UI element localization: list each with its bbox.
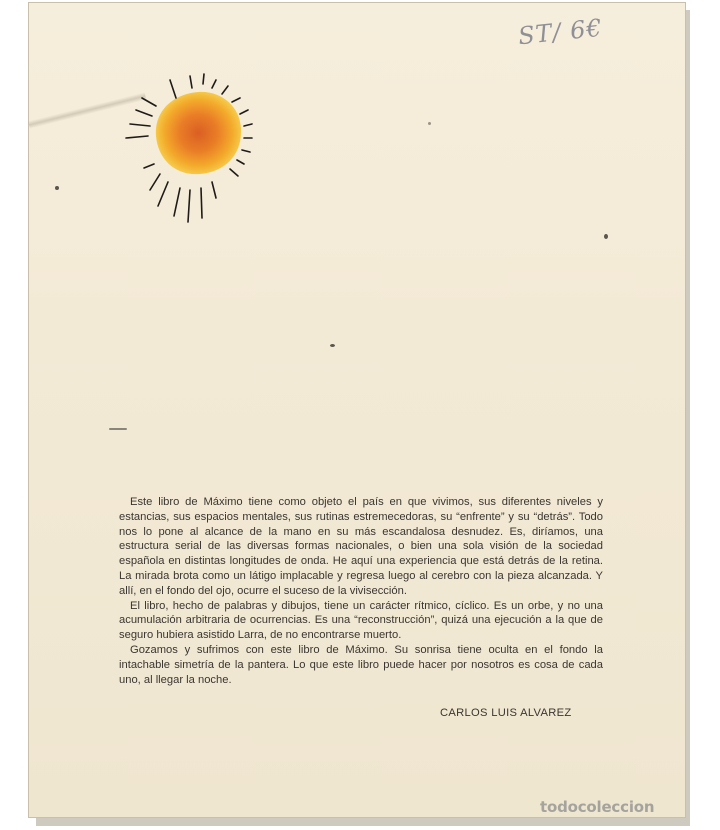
site-watermark: todocoleccion xyxy=(540,798,655,816)
sun-disc xyxy=(156,92,241,174)
blurb-paragraph: Este libro de Máximo tiene como objeto el país en que vivimos, sus diferentes niveles y estancias, sus espacios mentales, sus rutinas estremecedoras, su “enfrente” y su “detrás”. Todo nos lo pone al alcance de la mano en su más escandalosa desnudez. Es, diríamos, una estructura serial de las diversas formas nacionales, o bien una sola visión de la sociedad española en distintas longitudes de onda. He aquí una experiencia que está detrás de la retina. La mirada brota como un látigo implacable y regresa luego al cerebro con la pieza alcanzada. Y allí, en el fondo del ojo, ocurre el suceso de la vivisección. xyxy=(119,496,603,597)
ink-speck xyxy=(604,234,608,239)
ink-speck xyxy=(330,344,335,347)
blurb-author: CARLOS LUIS ALVAREZ xyxy=(440,707,572,719)
ink-speck xyxy=(55,186,59,190)
back-cover-blurb xyxy=(119,495,603,687)
blurb-paragraph: Gozamos y sufrimos con este libro de Máximo. Su sonrisa tiene oculta en el fondo la intachable simetría de la pantera. Lo que este libro puede hacer por nosotros es cosa de cada uno, al llegar la noche. xyxy=(119,643,603,686)
blurb-paragraph: El libro, hecho de palabras y dibujos, tiene un carácter rítmico, cíclico. Es un orbe, y no una acumulación arbitraria de ocurrencias. Es una “reconstrucción”, quizá una ejecución a la que de seguro hubiera asistido Larra, de no encontrarse muerto. xyxy=(119,599,603,642)
sun-illustration xyxy=(112,68,276,232)
ink-speck xyxy=(428,122,431,125)
ink-speck xyxy=(109,428,127,430)
handwritten-price-note: ST/ 6€ xyxy=(516,13,604,51)
